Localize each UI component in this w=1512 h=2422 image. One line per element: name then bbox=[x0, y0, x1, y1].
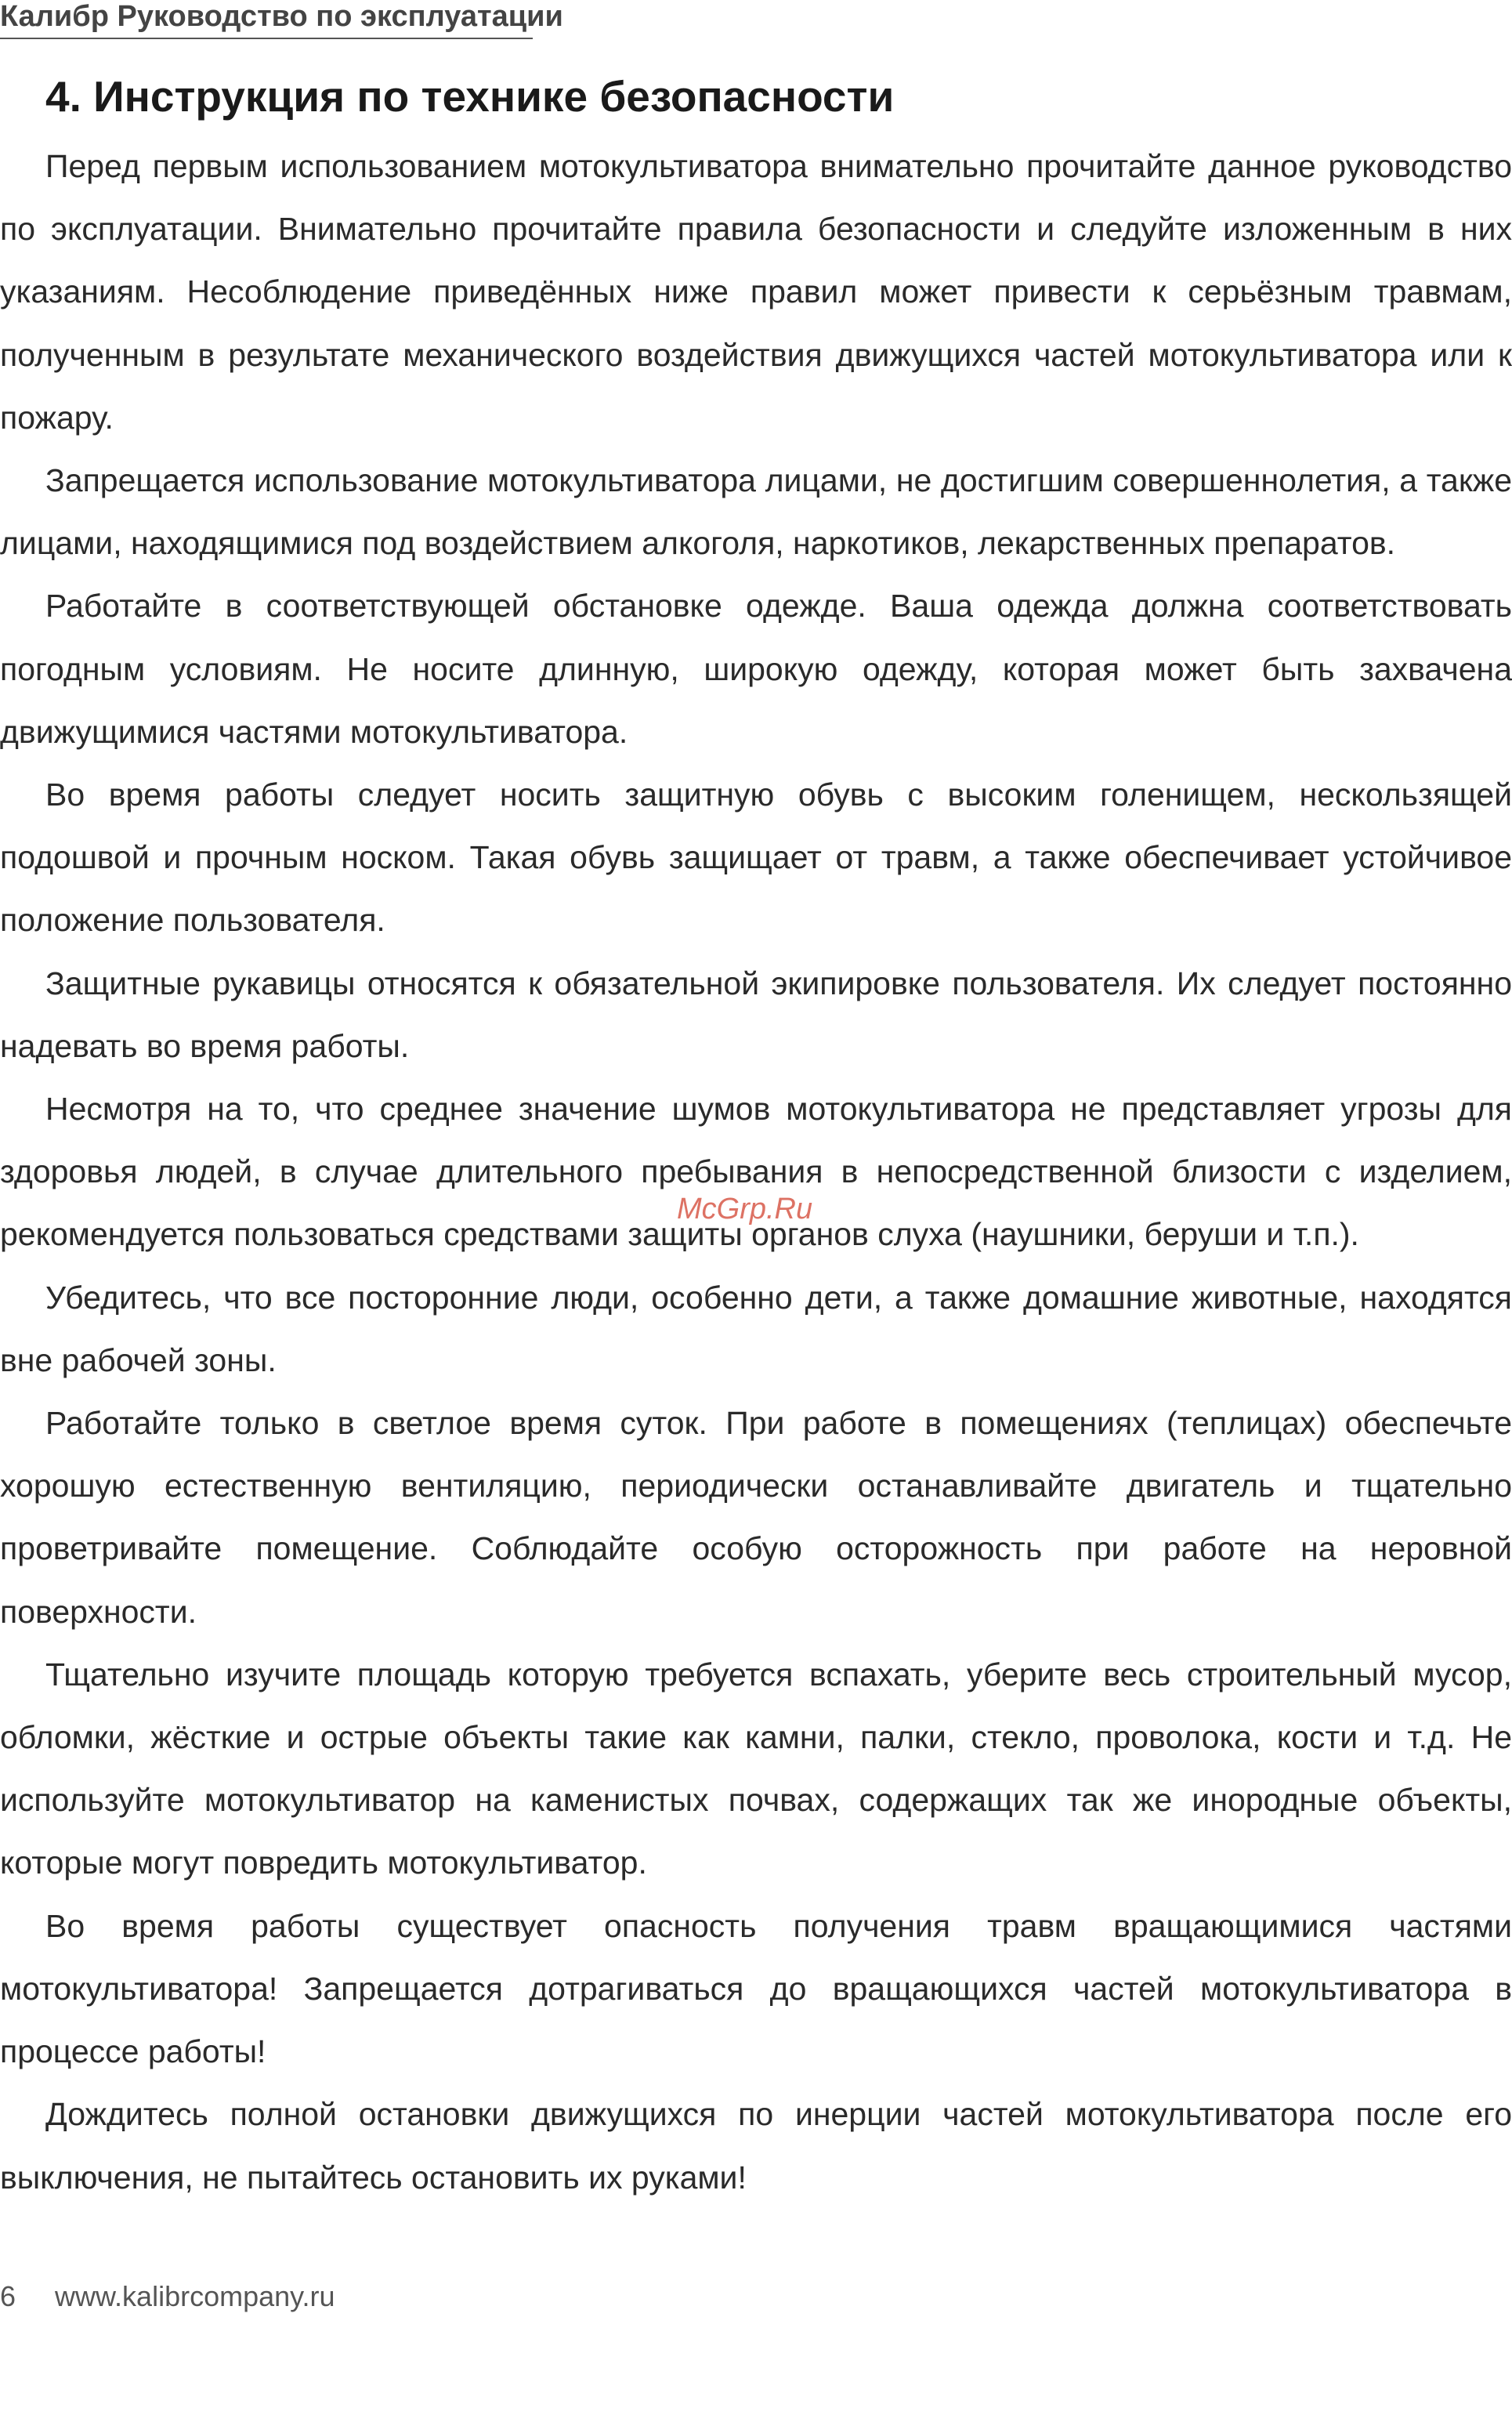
paragraph-rotating-parts: Во время работы существует опасность получения травм вращающимися частями мотокультиватора! Запрещается дотрагиваться до вращающихся частей мотокультиватора в процессе работы! bbox=[0, 1907, 1512, 2070]
paragraph-daylight-ventilation: Работайте только в светлое время суток. При работе в помещениях (теплицах) обеспечьте хорошую естественную вентиляцию, периодически останавливайте двигатель и тщательно проветривайте помещение. Соблюдайте особую осторожность при работе на неровной поверхности. bbox=[0, 1405, 1512, 1630]
paragraph-age-restriction: Запрещается использование мотокультиватора лицами, не достигшим совершеннолетия, а также лицами, находящимися под воздействием алкоголя, наркотиков, лекарственных препаратов. bbox=[0, 462, 1512, 562]
running-header bbox=[0, 0, 563, 39]
paragraph-footwear: Во время работы следует носить защитную обувь с высоким голенищем, нескользящей подошвой и прочным носком. Такая обувь защищает от травм, а также обеспечивает устойчивое положение пользователя. bbox=[0, 777, 1512, 939]
page-number: 6 bbox=[0, 2280, 16, 2312]
paragraph-noise: Несмотря на то, что среднее значение шумов мотокультиватора не представляет угрозы для здоровья людей, в случае длительного пребывания в непосредственной близости с изделием, рекомендуется пользоваться средствами защиты органов слуха (наушники, беруши и т.п.). bbox=[0, 1091, 1512, 1253]
page-footer bbox=[0, 2280, 335, 2313]
paragraph-bystanders: Убедитесь, что все посторонние люди, особенно дети, а также домашние животные, находятся вне рабочей зоны. bbox=[0, 1279, 1512, 1378]
section-body bbox=[0, 135, 1512, 2209]
paragraph-full-stop: Дождитесь полной остановки движущихся по инерции частей мотокультиватора после его выключения, не пытайтесь остановить их руками! bbox=[0, 2096, 1512, 2196]
paragraph-gloves: Защитные рукавицы относятся к обязательной экипировке пользователя. Их следует постоянно надевать во время работы. bbox=[0, 965, 1512, 1064]
running-header-title: Калибр Руководство по эксплуатации bbox=[0, 0, 563, 33]
paragraph-area-inspection: Тщательно изучите площадь которую требуется вспахать, уберите весь строительный мусор, обломки, жёсткие и острые объекты такие как камни, палки, стекло, проволока, кости и т.д. Не используйте мотокультиватор на каменистых почвах, содержащих так же инородные объекты, которые могут повредить мотокультиватор. bbox=[0, 1656, 1512, 1881]
watermark: McGrp.Ru bbox=[677, 1193, 813, 1225]
website-link[interactable]: www.kalibrcompany.ru bbox=[55, 2280, 335, 2312]
paragraph-clothing: Работайте в соответствующей обстановке одежде. Ваша одежда должна соответствовать погодным условиям. Не носите длинную, широкую одежду, которая может быть захвачена движущимися частями мотокультиватора. bbox=[0, 588, 1512, 750]
paragraph-first-use: Перед первым использованием мотокультиватора внимательно прочитайте данное руководство по эксплуатации. Внимательно прочитайте правила безопасности и следуйте изложенным в них указаниям. Несоблюдение приведённых ниже правил может привести к серьёзным травмам, полученным в результате механического воздействия движущихся частей мотокультиватора или к пожару. bbox=[0, 148, 1512, 436]
section-title: 4. Инструкция по технике безопасности bbox=[45, 72, 895, 121]
